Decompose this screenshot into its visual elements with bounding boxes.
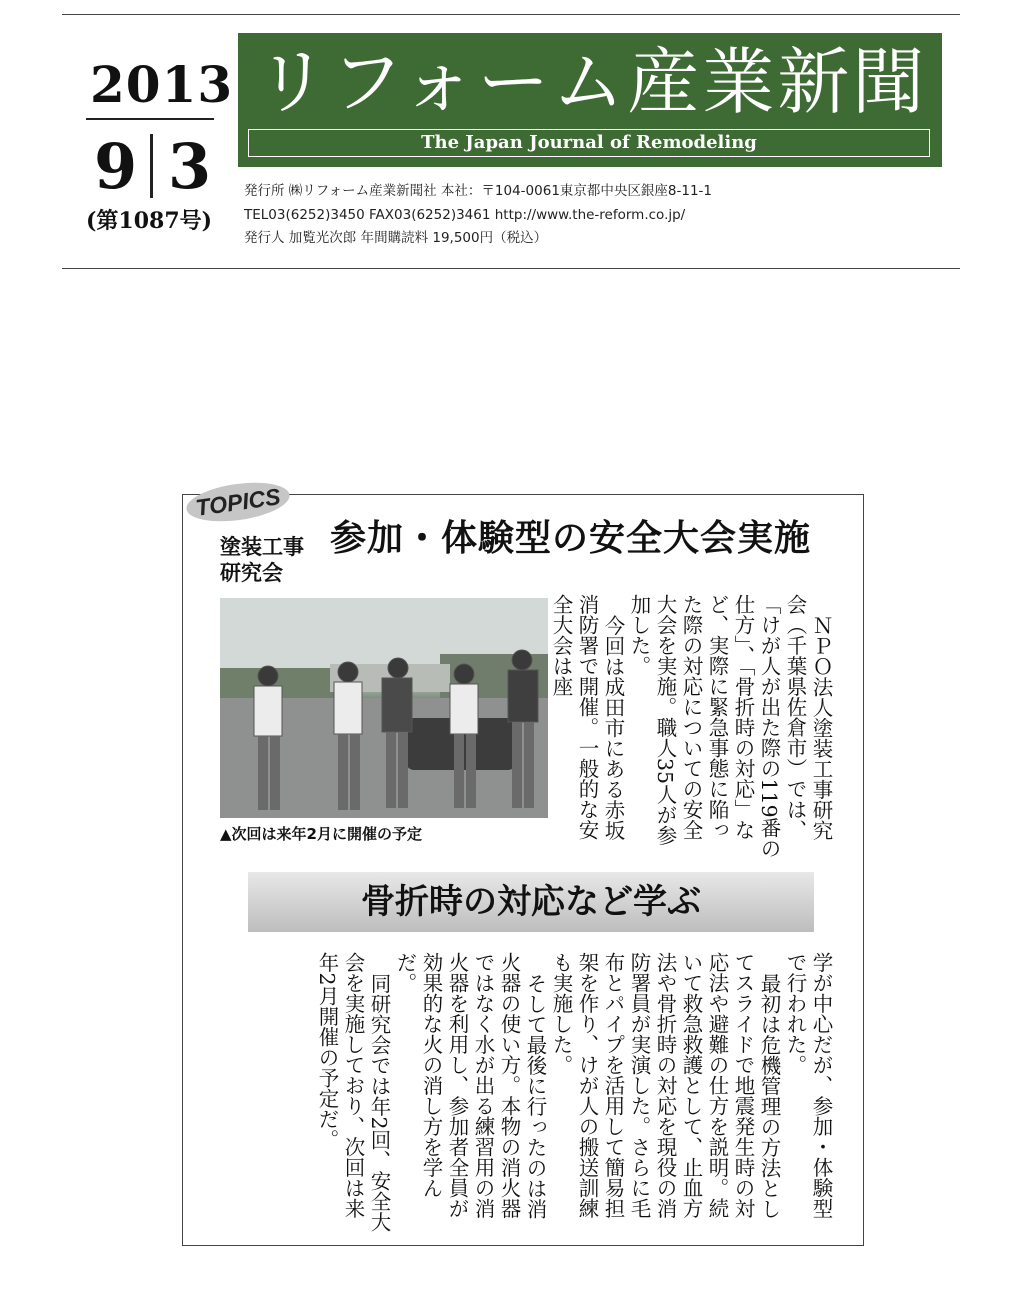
paragraph: 学が中心だが、参加・体験型で行われた。 [783,952,833,1219]
paragraph: 今回は成田市にある赤坂消防署で開催。一般的な安全大会は座 [549,594,625,840]
subtitle-frame [248,129,930,157]
issue-day: 3 [168,130,212,203]
issue-number: (第1087号) [86,208,213,234]
issuer-line: 発行人 加覧光次郎 年間購読料 19,500円（税込） [244,230,548,246]
contact-line: TEL03(6252)3450 FAX03(6252)3461 http://www.the-reform.co.jp/ [244,207,686,223]
masthead-bottom-rule [62,268,960,269]
event-photo [220,598,548,818]
article-headline: 参加・体験型の安全大会実施 [330,517,812,559]
masthead-banner [238,33,942,167]
subheading-bar [248,872,814,932]
date-separator [150,134,153,198]
issue-month: 9 [94,130,138,203]
organization-label [220,534,304,586]
photo-caption: ▲次回は来年2月に開催の予定 [220,825,422,843]
newspaper-title: リフォーム産業新聞 [256,40,928,124]
paragraph: 同研究会では年2回、安全大会を実施しており、次回は来年2月開催の予定だ。 [315,952,391,1232]
topics-label: TOPICS [193,483,283,521]
organization-line-2: 研究会 [220,561,283,585]
publisher-line: 発行所 ㈱リフォーム産業新聞社 本社：〒104-0061東京都中央区銀座8-11-1 [244,183,713,199]
organization-line-1: 塗装工事 [220,535,304,559]
issue-year: 2013 [90,55,234,114]
paragraph: 最初は危機管理の方法としてスライドで地震発生時の対応法や避難の仕方を説明。続いて救急救護として、止血方法や骨折時の対応を現役の消防署員が実演した。さらに毛布とパイプを活用して簡易担架を作り、けが人の搬送訓練も実施した。 [549,952,781,1219]
article-body-upper [549,594,834,860]
paragraph: ＮＰＯ法人塗装工事研究会（千葉県佐倉市）では、「けが人が出た際の119番の仕方」、「骨折時の対応」など、実際に緊急事態に陥った際の対応についての安全大会を実施。職人35人が参加した。 [627,594,833,859]
paragraph: そして最後に行ったのは消火器の使い方。本物の消火器ではなく水が出る練習用の消火器を利用し、参加者全員が効果的な火の消し方を学んだ。 [393,952,547,1219]
top-rule [62,14,960,15]
date-divider [86,118,214,120]
article-subheading: 骨折時の対応など学ぶ [361,882,701,922]
newspaper-subtitle: The Japan Journal of Remodeling [421,132,757,153]
article-body-lower [224,952,834,1238]
event-photo-illustration [220,598,548,818]
